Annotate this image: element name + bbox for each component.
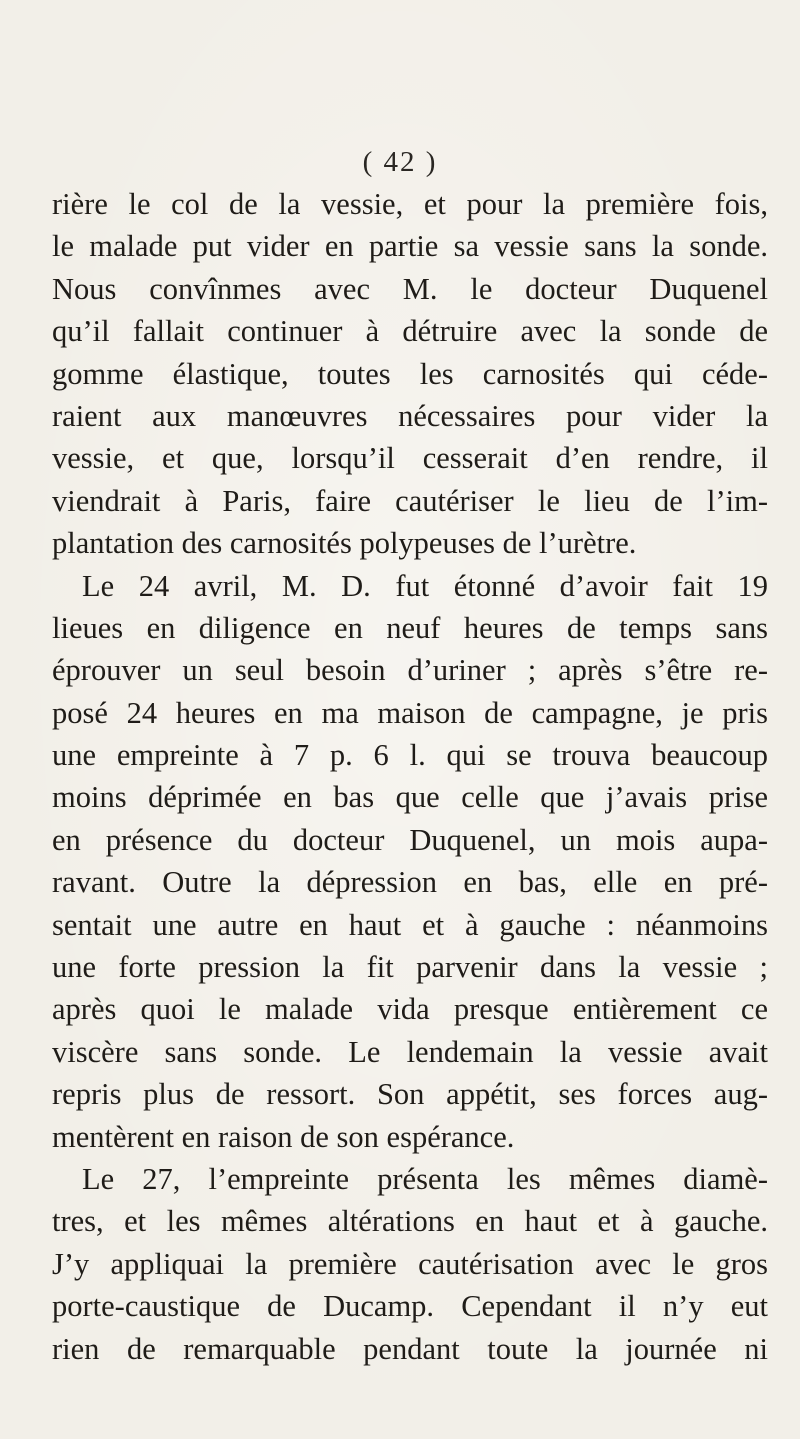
text-line: une empreinte à 7 p. 6 l. qui se trouva beaucoup	[52, 738, 768, 773]
text-line: le malade put vider en partie sa vessie sans la sonde.	[52, 229, 768, 264]
text-line: éprouver un seul besoin d’uriner ; après s’être re-	[52, 653, 768, 688]
text-line: une forte pression la fit parvenir dans la vessie ;	[52, 950, 768, 985]
text-line: Le 24 avril, M. D. fut étonné d’avoir fait 19	[82, 568, 768, 603]
text-line: Le 27, l’empreinte présenta les mêmes diamè-	[82, 1161, 768, 1196]
body-text	[52, 183, 768, 1370]
text-line: gomme élastique, toutes les carnosités qui céde-	[52, 356, 768, 391]
text-line: qu’il fallait continuer à détruire avec la sonde de	[52, 314, 768, 349]
text-line: Nous convînmes avec M. le docteur Duquenel	[52, 271, 768, 306]
text-line: vessie, et que, lorsqu’il cesserait d’en rendre, il	[52, 441, 768, 476]
text-line: tres, et les mêmes altérations en haut et à gauche.	[52, 1204, 768, 1239]
text-line: sentait une autre en haut et à gauche : néanmoins	[52, 907, 768, 942]
text-line: porte-caustique de Ducamp. Cependant il n’y eut	[52, 1289, 768, 1324]
text-line: J’y appliquai la première cautérisation avec le gros	[52, 1246, 768, 1281]
text-line: moins déprimée en bas que celle que j’avais prise	[52, 780, 768, 815]
text-line: après quoi le malade vida presque entièrement ce	[52, 992, 768, 1027]
text-line: plantation des carnosités polypeuses de l’urètre.	[52, 526, 637, 561]
text-line: rière le col de la vessie, et pour la première fois,	[52, 187, 768, 221]
text-line: ravant. Outre la dépression en bas, elle en pré-	[52, 865, 768, 900]
text-line: lieues en diligence en neuf heures de temps sans	[52, 610, 768, 645]
text-line: en présence du docteur Duquenel, un mois aupa-	[52, 822, 768, 857]
text-line: posé 24 heures en ma maison de campagne, je pris	[52, 695, 768, 730]
text-line: mentèrent en raison de son espérance.	[52, 1119, 515, 1154]
text-line: raient aux manœuvres nécessaires pour vider la	[52, 398, 768, 433]
text-line: repris plus de ressort. Son appétit, ses forces aug-	[52, 1077, 768, 1112]
text-line: viendrait à Paris, faire cautériser le lieu de l’im-	[52, 483, 768, 518]
page-number: ( 42 )	[362, 146, 438, 178]
text-line: rien de remarquable pendant toute la journée ni	[52, 1331, 768, 1366]
text-line: viscère sans sonde. Le lendemain la vessie avait	[52, 1034, 768, 1069]
